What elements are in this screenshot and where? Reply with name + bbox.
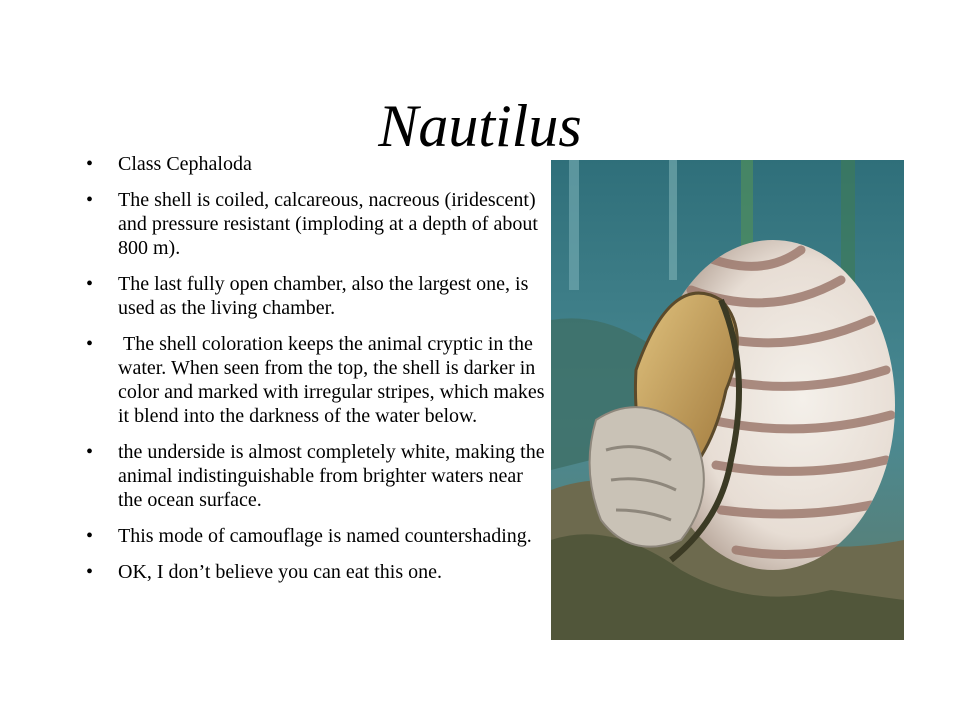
slide-title: Nautilus <box>378 93 582 159</box>
bullet-icon: • <box>86 273 94 295</box>
bullet-text: The shell is coiled, calcareous, nacreous (iridescent) and pressure resistant (imploding at a depth of about 800 m). <box>118 189 538 259</box>
bullet-text: This mode of camouflage is named countershading. <box>118 525 532 547</box>
bullet-text: OK, I don’t believe you can eat this one. <box>118 561 442 583</box>
bullet-item <box>86 188 546 260</box>
tentacles <box>590 407 704 547</box>
bullet-icon: • <box>86 525 94 547</box>
bullet-item <box>86 440 546 512</box>
bullet-item <box>86 524 546 548</box>
bullet-icon: • <box>86 189 94 211</box>
bullet-icon: • <box>86 153 94 175</box>
bullet-item <box>86 560 546 584</box>
bullet-icon: • <box>86 441 94 463</box>
bullet-text: The shell coloration keeps the animal cryptic in the water. When seen from the top, the shell is darker in color and marked with irregular stripes, which makes it blend into the darkness of the water below. <box>118 333 550 427</box>
bullet-text: the underside is almost completely white, making the animal indistinguishable from brighter waters near the ocean surface. <box>118 441 545 511</box>
bullet-item <box>86 152 546 176</box>
bullet-text: The last fully open chamber, also the largest one, is used as the living chamber. <box>118 273 529 319</box>
bullet-list <box>86 152 550 596</box>
bullet-text: Class Cephaloda <box>118 153 252 175</box>
nautilus-photo <box>551 160 904 640</box>
bullet-item <box>86 332 550 428</box>
bullet-icon: • <box>86 333 94 355</box>
bullet-item <box>86 272 546 320</box>
bullet-icon: • <box>86 561 94 583</box>
